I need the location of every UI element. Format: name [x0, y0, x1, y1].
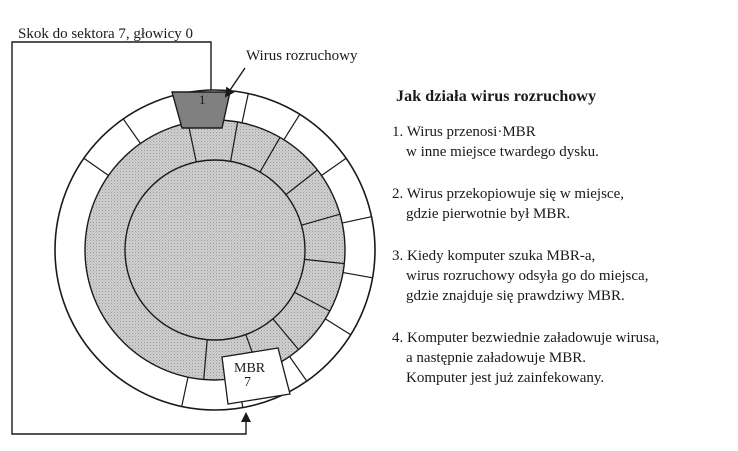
- step-heading-line: 2. Wirus przekopiowuje się w miejsce,: [392, 186, 624, 202]
- step-continuation-line: Komputer jest już zainfekowany.: [406, 370, 605, 386]
- mbr-label: MBR: [234, 361, 266, 376]
- explanation-panel: [392, 88, 732, 410]
- explanation-step: [392, 122, 732, 162]
- step-heading-line: 4. Komputer bezwiednie załadowuje wirusa,: [392, 330, 660, 346]
- step-heading-line: 3. Kiedy komputer szuka MBR-a,: [392, 248, 596, 264]
- inner-hub: [125, 160, 305, 340]
- virus-sector-number: 1: [199, 92, 206, 107]
- explanation-title: Jak działa wirus rozruchowy: [396, 88, 597, 105]
- mbr-sector-number: 7: [244, 375, 251, 390]
- virus-label: Wirus rozruchowy: [246, 48, 358, 64]
- jump-label: Skok do sektora 7, głowicy 0: [18, 26, 193, 42]
- step-continuation-line: gdzie znajduje się prawdziwy MBR.: [406, 288, 625, 304]
- step-continuation-line: wirus rozruchowy odsyła go do miejsca,: [406, 268, 649, 284]
- step-continuation-line: gdzie pierwotnie był MBR.: [406, 206, 571, 222]
- explanation-step: [392, 328, 732, 388]
- explanation-step: [392, 184, 732, 224]
- step-continuation-line: a następnie załadowuje MBR.: [406, 350, 586, 366]
- explanation-step: [392, 246, 732, 306]
- step-continuation-line: w inne miejsce twardego dysku.: [406, 144, 599, 160]
- explanation-steps: [392, 122, 732, 388]
- mbr-sector: [222, 348, 290, 404]
- step-heading-line: 1. Wirus przenosi·MBR: [392, 124, 536, 140]
